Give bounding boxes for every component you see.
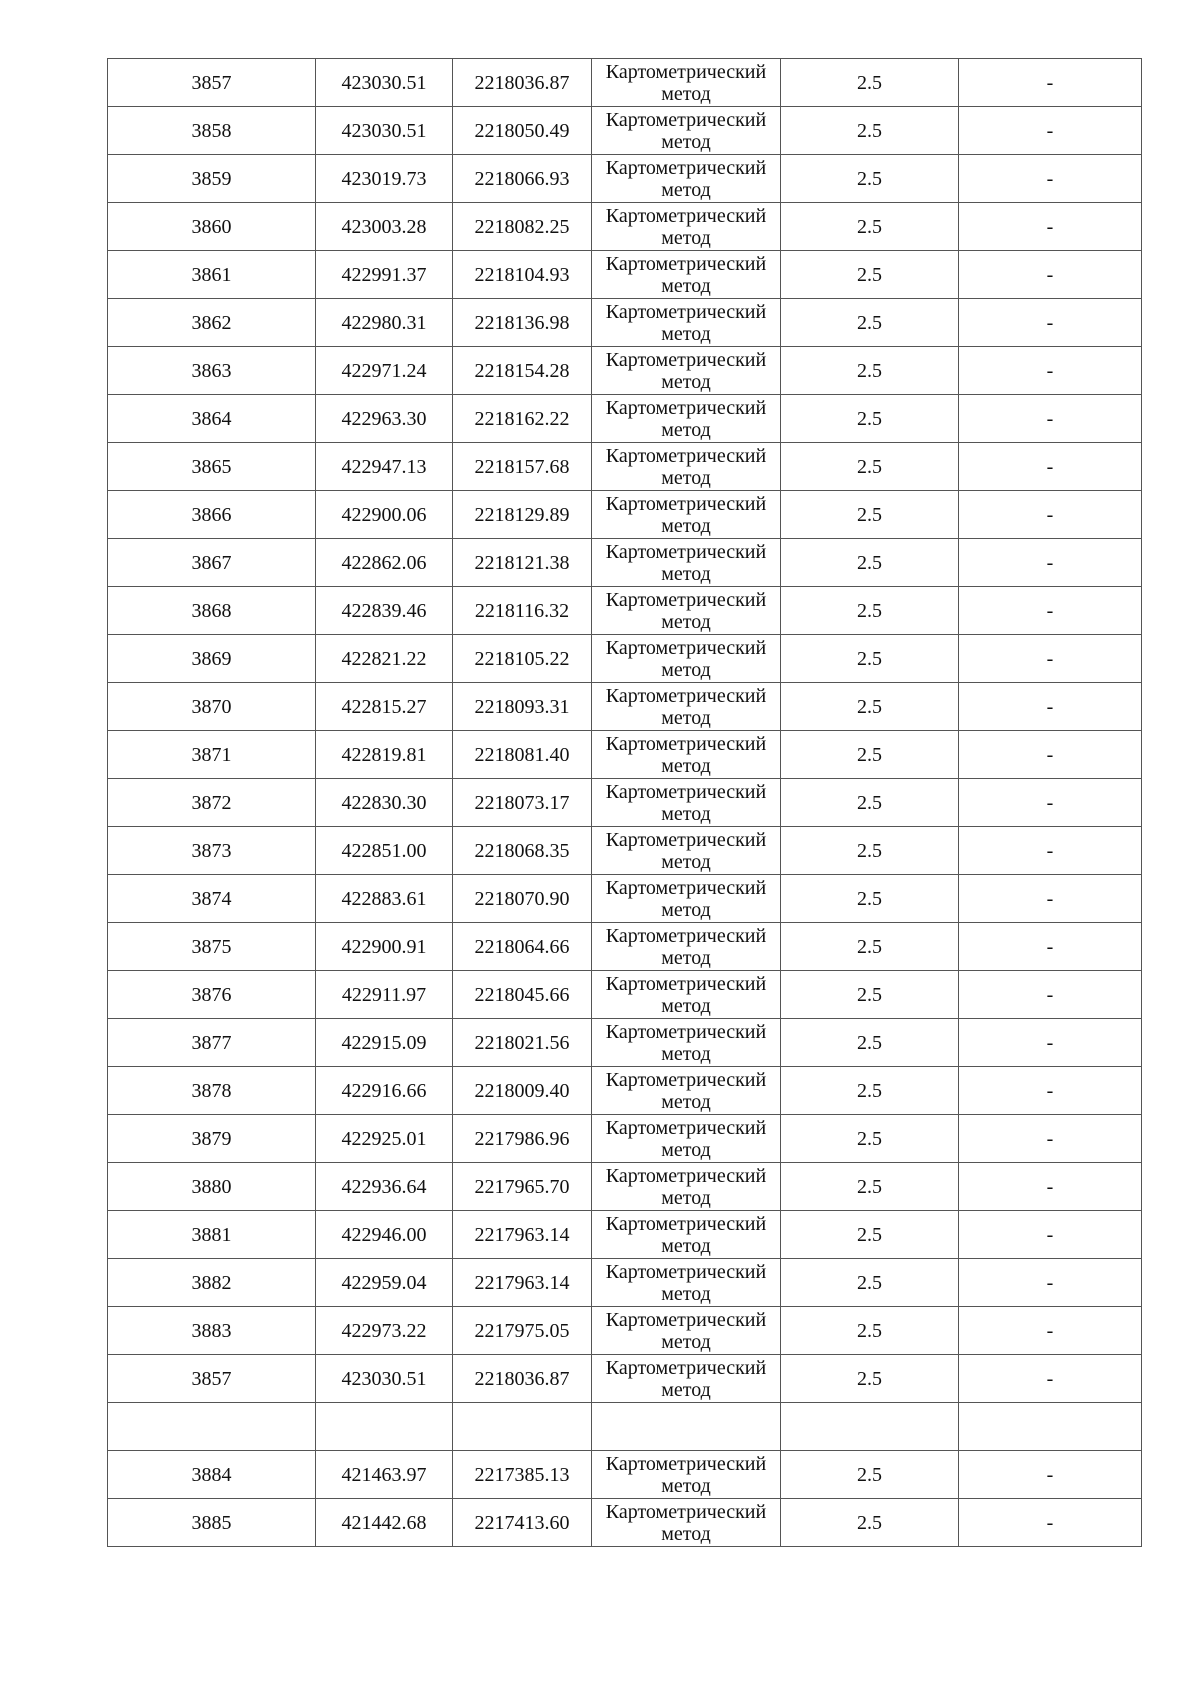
note-cell: - — [959, 587, 1142, 635]
point-number-cell: 3874 — [108, 875, 316, 923]
point-number-cell: 3857 — [108, 59, 316, 107]
method-line-2: метод — [661, 82, 711, 105]
accuracy-cell: 2.5 — [781, 779, 959, 827]
method-cell — [592, 1355, 781, 1403]
point-number-cell: 3869 — [108, 635, 316, 683]
method-line-2: метод — [661, 1474, 711, 1497]
accuracy-cell: 2.5 — [781, 731, 959, 779]
point-number-cell: 3862 — [108, 299, 316, 347]
y-coordinate-cell: 2218136.98 — [453, 299, 592, 347]
method-cell — [592, 1163, 781, 1211]
method-line-2: метод — [661, 850, 711, 873]
method-line-2: метод — [661, 1186, 711, 1209]
method-line-1: Картометрический — [605, 492, 767, 515]
y-coordinate-cell: 2218009.40 — [453, 1067, 592, 1115]
table-row — [108, 395, 1142, 443]
note-cell: - — [959, 491, 1142, 539]
method-cell — [592, 827, 781, 875]
point-number-cell — [108, 1403, 316, 1451]
method-cell — [592, 1259, 781, 1307]
method-line-2: метод — [661, 1378, 711, 1401]
point-number-cell: 3864 — [108, 395, 316, 443]
x-coordinate-cell: 423030.51 — [316, 1355, 453, 1403]
method-cell — [592, 1067, 781, 1115]
y-coordinate-cell: 2218093.31 — [453, 683, 592, 731]
table-row — [108, 1259, 1142, 1307]
point-number-cell: 3868 — [108, 587, 316, 635]
y-coordinate-cell: 2218036.87 — [453, 59, 592, 107]
point-number-cell: 3872 — [108, 779, 316, 827]
method-cell — [592, 299, 781, 347]
accuracy-cell: 2.5 — [781, 587, 959, 635]
point-number-cell: 3873 — [108, 827, 316, 875]
accuracy-cell: 2.5 — [781, 299, 959, 347]
point-number-cell: 3875 — [108, 923, 316, 971]
table-row — [108, 1211, 1142, 1259]
note-cell: - — [959, 539, 1142, 587]
table-row — [108, 107, 1142, 155]
method-cell — [592, 779, 781, 827]
note-cell: - — [959, 1499, 1142, 1547]
note-cell: - — [959, 395, 1142, 443]
x-coordinate-cell: 423030.51 — [316, 59, 453, 107]
note-cell: - — [959, 1019, 1142, 1067]
method-line-2: метод — [661, 1234, 711, 1257]
table-row — [108, 203, 1142, 251]
table-row — [108, 779, 1142, 827]
x-coordinate-cell: 421463.97 — [316, 1451, 453, 1499]
accuracy-cell: 2.5 — [781, 635, 959, 683]
y-coordinate-cell: 2218116.32 — [453, 587, 592, 635]
point-number-cell: 3883 — [108, 1307, 316, 1355]
method-line-2: метод — [661, 1330, 711, 1353]
table-row — [108, 1355, 1142, 1403]
accuracy-cell: 2.5 — [781, 683, 959, 731]
y-coordinate-cell: 2218073.17 — [453, 779, 592, 827]
x-coordinate-cell: 422971.24 — [316, 347, 453, 395]
table-row — [108, 1115, 1142, 1163]
note-cell: - — [959, 971, 1142, 1019]
note-cell: - — [959, 731, 1142, 779]
table-row — [108, 731, 1142, 779]
note-cell: - — [959, 1259, 1142, 1307]
table-row — [108, 347, 1142, 395]
x-coordinate-cell: 422862.06 — [316, 539, 453, 587]
table-row — [108, 539, 1142, 587]
method-line-1: Картометрический — [605, 780, 767, 803]
method-line-2: метод — [661, 610, 711, 633]
accuracy-cell: 2.5 — [781, 875, 959, 923]
note-cell: - — [959, 1307, 1142, 1355]
method-line-1: Картометрический — [605, 300, 767, 323]
accuracy-cell: 2.5 — [781, 155, 959, 203]
y-coordinate-cell — [453, 1403, 592, 1451]
method-cell — [592, 251, 781, 299]
x-coordinate-cell: 422991.37 — [316, 251, 453, 299]
note-cell: - — [959, 299, 1142, 347]
point-number-cell: 3871 — [108, 731, 316, 779]
method-line-1: Картометрический — [605, 1500, 767, 1523]
method-line-2: метод — [661, 178, 711, 201]
y-coordinate-cell: 2217965.70 — [453, 1163, 592, 1211]
x-coordinate-cell: 422936.64 — [316, 1163, 453, 1211]
table-row — [108, 683, 1142, 731]
note-cell: - — [959, 347, 1142, 395]
y-coordinate-cell: 2218162.22 — [453, 395, 592, 443]
y-coordinate-cell: 2218068.35 — [453, 827, 592, 875]
method-line-2: метод — [661, 946, 711, 969]
y-coordinate-cell: 2218036.87 — [453, 1355, 592, 1403]
method-cell — [592, 1211, 781, 1259]
method-line-2: метод — [661, 418, 711, 441]
method-line-1: Картометрический — [605, 1116, 767, 1139]
y-coordinate-cell: 2218045.66 — [453, 971, 592, 1019]
y-coordinate-cell: 2218050.49 — [453, 107, 592, 155]
method-line-1: Картометрический — [605, 1308, 767, 1331]
accuracy-cell: 2.5 — [781, 395, 959, 443]
method-line-1: Картометрический — [605, 108, 767, 131]
y-coordinate-cell: 2218105.22 — [453, 635, 592, 683]
y-coordinate-cell: 2218082.25 — [453, 203, 592, 251]
x-coordinate-cell: 422839.46 — [316, 587, 453, 635]
y-coordinate-cell: 2218021.56 — [453, 1019, 592, 1067]
method-line-1: Картометрический — [605, 156, 767, 179]
y-coordinate-cell: 2218154.28 — [453, 347, 592, 395]
note-cell: - — [959, 155, 1142, 203]
table-row — [108, 1067, 1142, 1115]
x-coordinate-cell: 422916.66 — [316, 1067, 453, 1115]
point-number-cell: 3866 — [108, 491, 316, 539]
accuracy-cell: 2.5 — [781, 1163, 959, 1211]
method-line-2: метод — [661, 658, 711, 681]
accuracy-cell: 2.5 — [781, 1451, 959, 1499]
method-line-1: Картометрический — [605, 972, 767, 995]
table-row — [108, 1163, 1142, 1211]
method-line-2: метод — [661, 370, 711, 393]
point-number-cell: 3879 — [108, 1115, 316, 1163]
table-row — [108, 1019, 1142, 1067]
point-number-cell: 3877 — [108, 1019, 316, 1067]
method-cell — [592, 1115, 781, 1163]
x-coordinate-cell: 422911.97 — [316, 971, 453, 1019]
method-line-1: Картометрический — [605, 1356, 767, 1379]
note-cell: - — [959, 683, 1142, 731]
y-coordinate-cell: 2218121.38 — [453, 539, 592, 587]
x-coordinate-cell: 422819.81 — [316, 731, 453, 779]
x-coordinate-cell: 422946.00 — [316, 1211, 453, 1259]
point-number-cell: 3870 — [108, 683, 316, 731]
note-cell: - — [959, 1067, 1142, 1115]
accuracy-cell: 2.5 — [781, 1019, 959, 1067]
accuracy-cell: 2.5 — [781, 251, 959, 299]
note-cell: - — [959, 923, 1142, 971]
x-coordinate-cell — [316, 1403, 453, 1451]
x-coordinate-cell: 422900.06 — [316, 491, 453, 539]
point-number-cell: 3884 — [108, 1451, 316, 1499]
table-row — [108, 875, 1142, 923]
x-coordinate-cell: 422915.09 — [316, 1019, 453, 1067]
method-cell — [592, 395, 781, 443]
y-coordinate-cell: 2217413.60 — [453, 1499, 592, 1547]
accuracy-cell: 2.5 — [781, 1307, 959, 1355]
x-coordinate-cell: 422947.13 — [316, 443, 453, 491]
method-line-1: Картометрический — [605, 252, 767, 275]
y-coordinate-cell: 2218129.89 — [453, 491, 592, 539]
method-line-1: Картометрический — [605, 204, 767, 227]
note-cell: - — [959, 635, 1142, 683]
method-line-1: Картометрический — [605, 1164, 767, 1187]
y-coordinate-cell: 2218064.66 — [453, 923, 592, 971]
accuracy-cell: 2.5 — [781, 443, 959, 491]
y-coordinate-cell: 2218157.68 — [453, 443, 592, 491]
method-line-1: Картометрический — [605, 348, 767, 371]
y-coordinate-cell: 2217963.14 — [453, 1259, 592, 1307]
method-line-2: метод — [661, 898, 711, 921]
method-line-1: Картометрический — [605, 828, 767, 851]
method-cell — [592, 1499, 781, 1547]
method-line-1: Картометрический — [605, 540, 767, 563]
table-row — [108, 587, 1142, 635]
x-coordinate-cell: 422973.22 — [316, 1307, 453, 1355]
x-coordinate-cell: 423003.28 — [316, 203, 453, 251]
method-line-2: метод — [661, 466, 711, 489]
method-cell — [592, 443, 781, 491]
method-line-1: Картометрический — [605, 444, 767, 467]
table-row — [108, 1403, 1142, 1451]
method-line-2: метод — [661, 1282, 711, 1305]
method-line-1: Картометрический — [605, 924, 767, 947]
accuracy-cell: 2.5 — [781, 491, 959, 539]
method-cell — [592, 59, 781, 107]
accuracy-cell: 2.5 — [781, 347, 959, 395]
method-line-1: Картометрический — [605, 732, 767, 755]
method-line-2: метод — [661, 1138, 711, 1161]
method-line-2: метод — [661, 1042, 711, 1065]
y-coordinate-cell: 2218066.93 — [453, 155, 592, 203]
y-coordinate-cell: 2217385.13 — [453, 1451, 592, 1499]
point-number-cell: 3881 — [108, 1211, 316, 1259]
method-line-2: метод — [661, 322, 711, 345]
method-line-1: Картометрический — [605, 1212, 767, 1235]
method-cell — [592, 107, 781, 155]
x-coordinate-cell: 422959.04 — [316, 1259, 453, 1307]
method-cell — [592, 1019, 781, 1067]
method-line-1: Картометрический — [605, 1068, 767, 1091]
table-row — [108, 59, 1142, 107]
point-number-cell: 3860 — [108, 203, 316, 251]
note-cell: - — [959, 203, 1142, 251]
method-cell — [592, 1451, 781, 1499]
method-cell — [592, 155, 781, 203]
method-line-2: метод — [661, 994, 711, 1017]
x-coordinate-cell: 422963.30 — [316, 395, 453, 443]
y-coordinate-cell: 2217975.05 — [453, 1307, 592, 1355]
method-line-1: Картометрический — [605, 684, 767, 707]
x-coordinate-cell: 422925.01 — [316, 1115, 453, 1163]
method-line-2: метод — [661, 226, 711, 249]
method-line-1: Картометрический — [605, 60, 767, 83]
accuracy-cell: 2.5 — [781, 1499, 959, 1547]
accuracy-cell: 2.5 — [781, 107, 959, 155]
accuracy-cell: 2.5 — [781, 827, 959, 875]
table-row — [108, 299, 1142, 347]
method-cell — [592, 203, 781, 251]
accuracy-cell — [781, 1403, 959, 1451]
note-cell: - — [959, 1451, 1142, 1499]
accuracy-cell: 2.5 — [781, 1115, 959, 1163]
point-number-cell: 3865 — [108, 443, 316, 491]
method-cell — [592, 347, 781, 395]
method-cell — [592, 635, 781, 683]
point-number-cell: 3863 — [108, 347, 316, 395]
accuracy-cell: 2.5 — [781, 59, 959, 107]
note-cell — [959, 1403, 1142, 1451]
note-cell: - — [959, 779, 1142, 827]
coordinates-table-body — [108, 59, 1142, 1547]
method-line-2: метод — [661, 562, 711, 585]
accuracy-cell: 2.5 — [781, 923, 959, 971]
method-line-2: метод — [661, 802, 711, 825]
x-coordinate-cell: 422900.91 — [316, 923, 453, 971]
note-cell: - — [959, 107, 1142, 155]
note-cell: - — [959, 443, 1142, 491]
method-cell — [592, 971, 781, 1019]
table-row — [108, 155, 1142, 203]
y-coordinate-cell: 2217986.96 — [453, 1115, 592, 1163]
method-line-2: метод — [661, 514, 711, 537]
point-number-cell: 3876 — [108, 971, 316, 1019]
point-number-cell: 3878 — [108, 1067, 316, 1115]
x-coordinate-cell: 422815.27 — [316, 683, 453, 731]
accuracy-cell: 2.5 — [781, 971, 959, 1019]
y-coordinate-cell: 2218104.93 — [453, 251, 592, 299]
x-coordinate-cell: 421442.68 — [316, 1499, 453, 1547]
table-row — [108, 635, 1142, 683]
table-row — [108, 443, 1142, 491]
y-coordinate-cell: 2218070.90 — [453, 875, 592, 923]
table-row — [108, 1499, 1142, 1547]
note-cell: - — [959, 1211, 1142, 1259]
accuracy-cell: 2.5 — [781, 1259, 959, 1307]
method-line-1: Картометрический — [605, 1260, 767, 1283]
table-row — [108, 923, 1142, 971]
accuracy-cell: 2.5 — [781, 203, 959, 251]
note-cell: - — [959, 1115, 1142, 1163]
table-row — [108, 251, 1142, 299]
y-coordinate-cell: 2218081.40 — [453, 731, 592, 779]
method-line-1: Картометрический — [605, 1452, 767, 1475]
note-cell: - — [959, 1355, 1142, 1403]
table-row — [108, 1451, 1142, 1499]
note-cell: - — [959, 875, 1142, 923]
method-cell — [592, 731, 781, 779]
accuracy-cell: 2.5 — [781, 1355, 959, 1403]
method-cell — [592, 1307, 781, 1355]
x-coordinate-cell: 422851.00 — [316, 827, 453, 875]
method-line-2: метод — [661, 274, 711, 297]
point-number-cell: 3857 — [108, 1355, 316, 1403]
x-coordinate-cell: 422883.61 — [316, 875, 453, 923]
note-cell: - — [959, 251, 1142, 299]
point-number-cell: 3858 — [108, 107, 316, 155]
x-coordinate-cell: 422821.22 — [316, 635, 453, 683]
method-line-1: Картометрический — [605, 636, 767, 659]
method-cell — [592, 539, 781, 587]
method-cell — [592, 491, 781, 539]
point-number-cell: 3859 — [108, 155, 316, 203]
table-row — [108, 827, 1142, 875]
method-line-1: Картометрический — [605, 396, 767, 419]
method-cell — [592, 1403, 781, 1451]
note-cell: - — [959, 827, 1142, 875]
x-coordinate-cell: 423019.73 — [316, 155, 453, 203]
accuracy-cell: 2.5 — [781, 539, 959, 587]
table-row — [108, 1307, 1142, 1355]
point-number-cell: 3882 — [108, 1259, 316, 1307]
method-cell — [592, 587, 781, 635]
method-line-1: Картометрический — [605, 876, 767, 899]
method-cell — [592, 923, 781, 971]
accuracy-cell: 2.5 — [781, 1067, 959, 1115]
table-row — [108, 971, 1142, 1019]
x-coordinate-cell: 422980.31 — [316, 299, 453, 347]
point-number-cell: 3880 — [108, 1163, 316, 1211]
table-row — [108, 491, 1142, 539]
note-cell: - — [959, 59, 1142, 107]
method-line-2: метод — [661, 130, 711, 153]
point-number-cell: 3885 — [108, 1499, 316, 1547]
point-number-cell: 3867 — [108, 539, 316, 587]
method-line-1: Картометрический — [605, 1020, 767, 1043]
method-line-2: метод — [661, 706, 711, 729]
x-coordinate-cell: 423030.51 — [316, 107, 453, 155]
method-line-1: Картометрический — [605, 588, 767, 611]
y-coordinate-cell: 2217963.14 — [453, 1211, 592, 1259]
method-line-2: метод — [661, 754, 711, 777]
point-number-cell: 3861 — [108, 251, 316, 299]
accuracy-cell: 2.5 — [781, 1211, 959, 1259]
method-line-2: метод — [661, 1090, 711, 1113]
coordinates-table — [107, 58, 1142, 1547]
method-cell — [592, 683, 781, 731]
note-cell: - — [959, 1163, 1142, 1211]
method-line-2: метод — [661, 1522, 711, 1545]
x-coordinate-cell: 422830.30 — [316, 779, 453, 827]
method-cell — [592, 875, 781, 923]
